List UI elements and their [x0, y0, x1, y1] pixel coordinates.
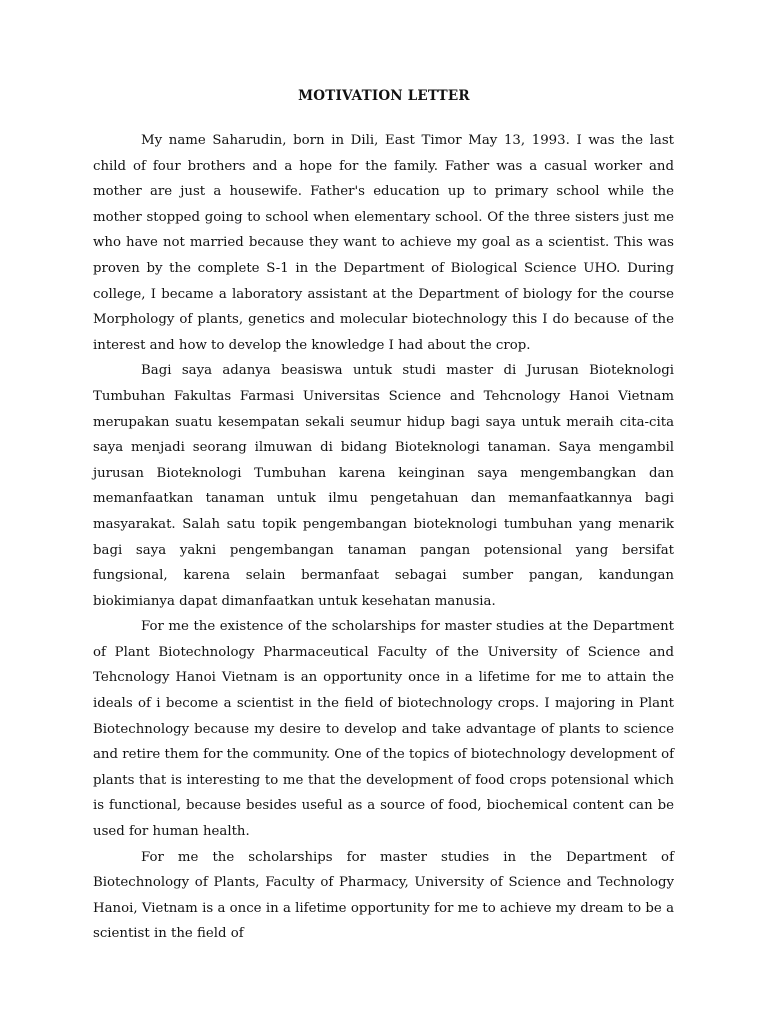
paragraph-4: For me the scholarships for master studies in the Department of Biotechnology of Plants, Faculty of Pharmacy, University of Science and Technology Hanoi, Vietnam is a once in a lifetime opportunity for me to achieve my dream to be a scientist in the field of [93, 849, 674, 942]
letter-body [93, 128, 674, 947]
page-title: MOTIVATION LETTER [298, 88, 470, 104]
paragraph-2: Bagi saya adanya beasiswa untuk studi master di Jurusan Bioteknologi Tumbuhan Fakultas Farmasi Universitas Science and Tehcnology Hanoi Vietnam merupakan suatu kesempatan sekali seumur hidup bagi saya untuk meraih cita-cita saya menjadi seorang ilmuwan di bidang Bioteknologi tanaman. Saya mengambil jurusan Bioteknologi Tumbuhan karena keinginan saya mengembangkan dan memanfaatkan tanaman untuk ilmu pengetahuan dan memanfaatkannya bagi masyarakat. Salah satu topik pengembangan bioteknologi tumbuhan yang menarik bagi saya yakni pengembangan tanaman pangan potensional yang bersifat fungsional, karena selain bermanfaat sebagai sumber pangan, kandungan biokimianya dapat dimanfaatkan untuk kesehatan manusia. [93, 363, 674, 609]
paragraph-3: For me the existence of the scholarships for master studies at the Department of Plant Biotechnology Pharmaceutical Faculty of the University of Science and Tehcnology Hanoi Vietnam is an opportunity once in a lifetime for me to attain the ideals of i become a scientist in the field of biotechnology crops. I majoring in Plant Biotechnology because my desire to develop and take advantage of plants to science and retire them for the community. One of the topics of biotechnology development of plants that is interesting to me that the development of food crops potensional which is functional, because besides useful as a source of food, biochemical content can be used for human health. [93, 619, 674, 840]
paragraph-1: My name Saharudin, born in Dili, East Timor May 13, 1993. I was the last child of four brothers and a hope for the family. Father was a casual worker and mother are just a housewife. Father's education up to primary school while the mother stopped going to school when elementary school. Of the three sisters just me who have not married because they want to achieve my goal as a scientist. This was proven by the complete S-1 in the Department of Biological Science UHO. During college, I became a laboratory assistant at the Department of biology for the course Morphology of plants, genetics and molecular biotechnology this I do because of the interest and how to develop the knowledge I had about the crop. [93, 133, 674, 353]
